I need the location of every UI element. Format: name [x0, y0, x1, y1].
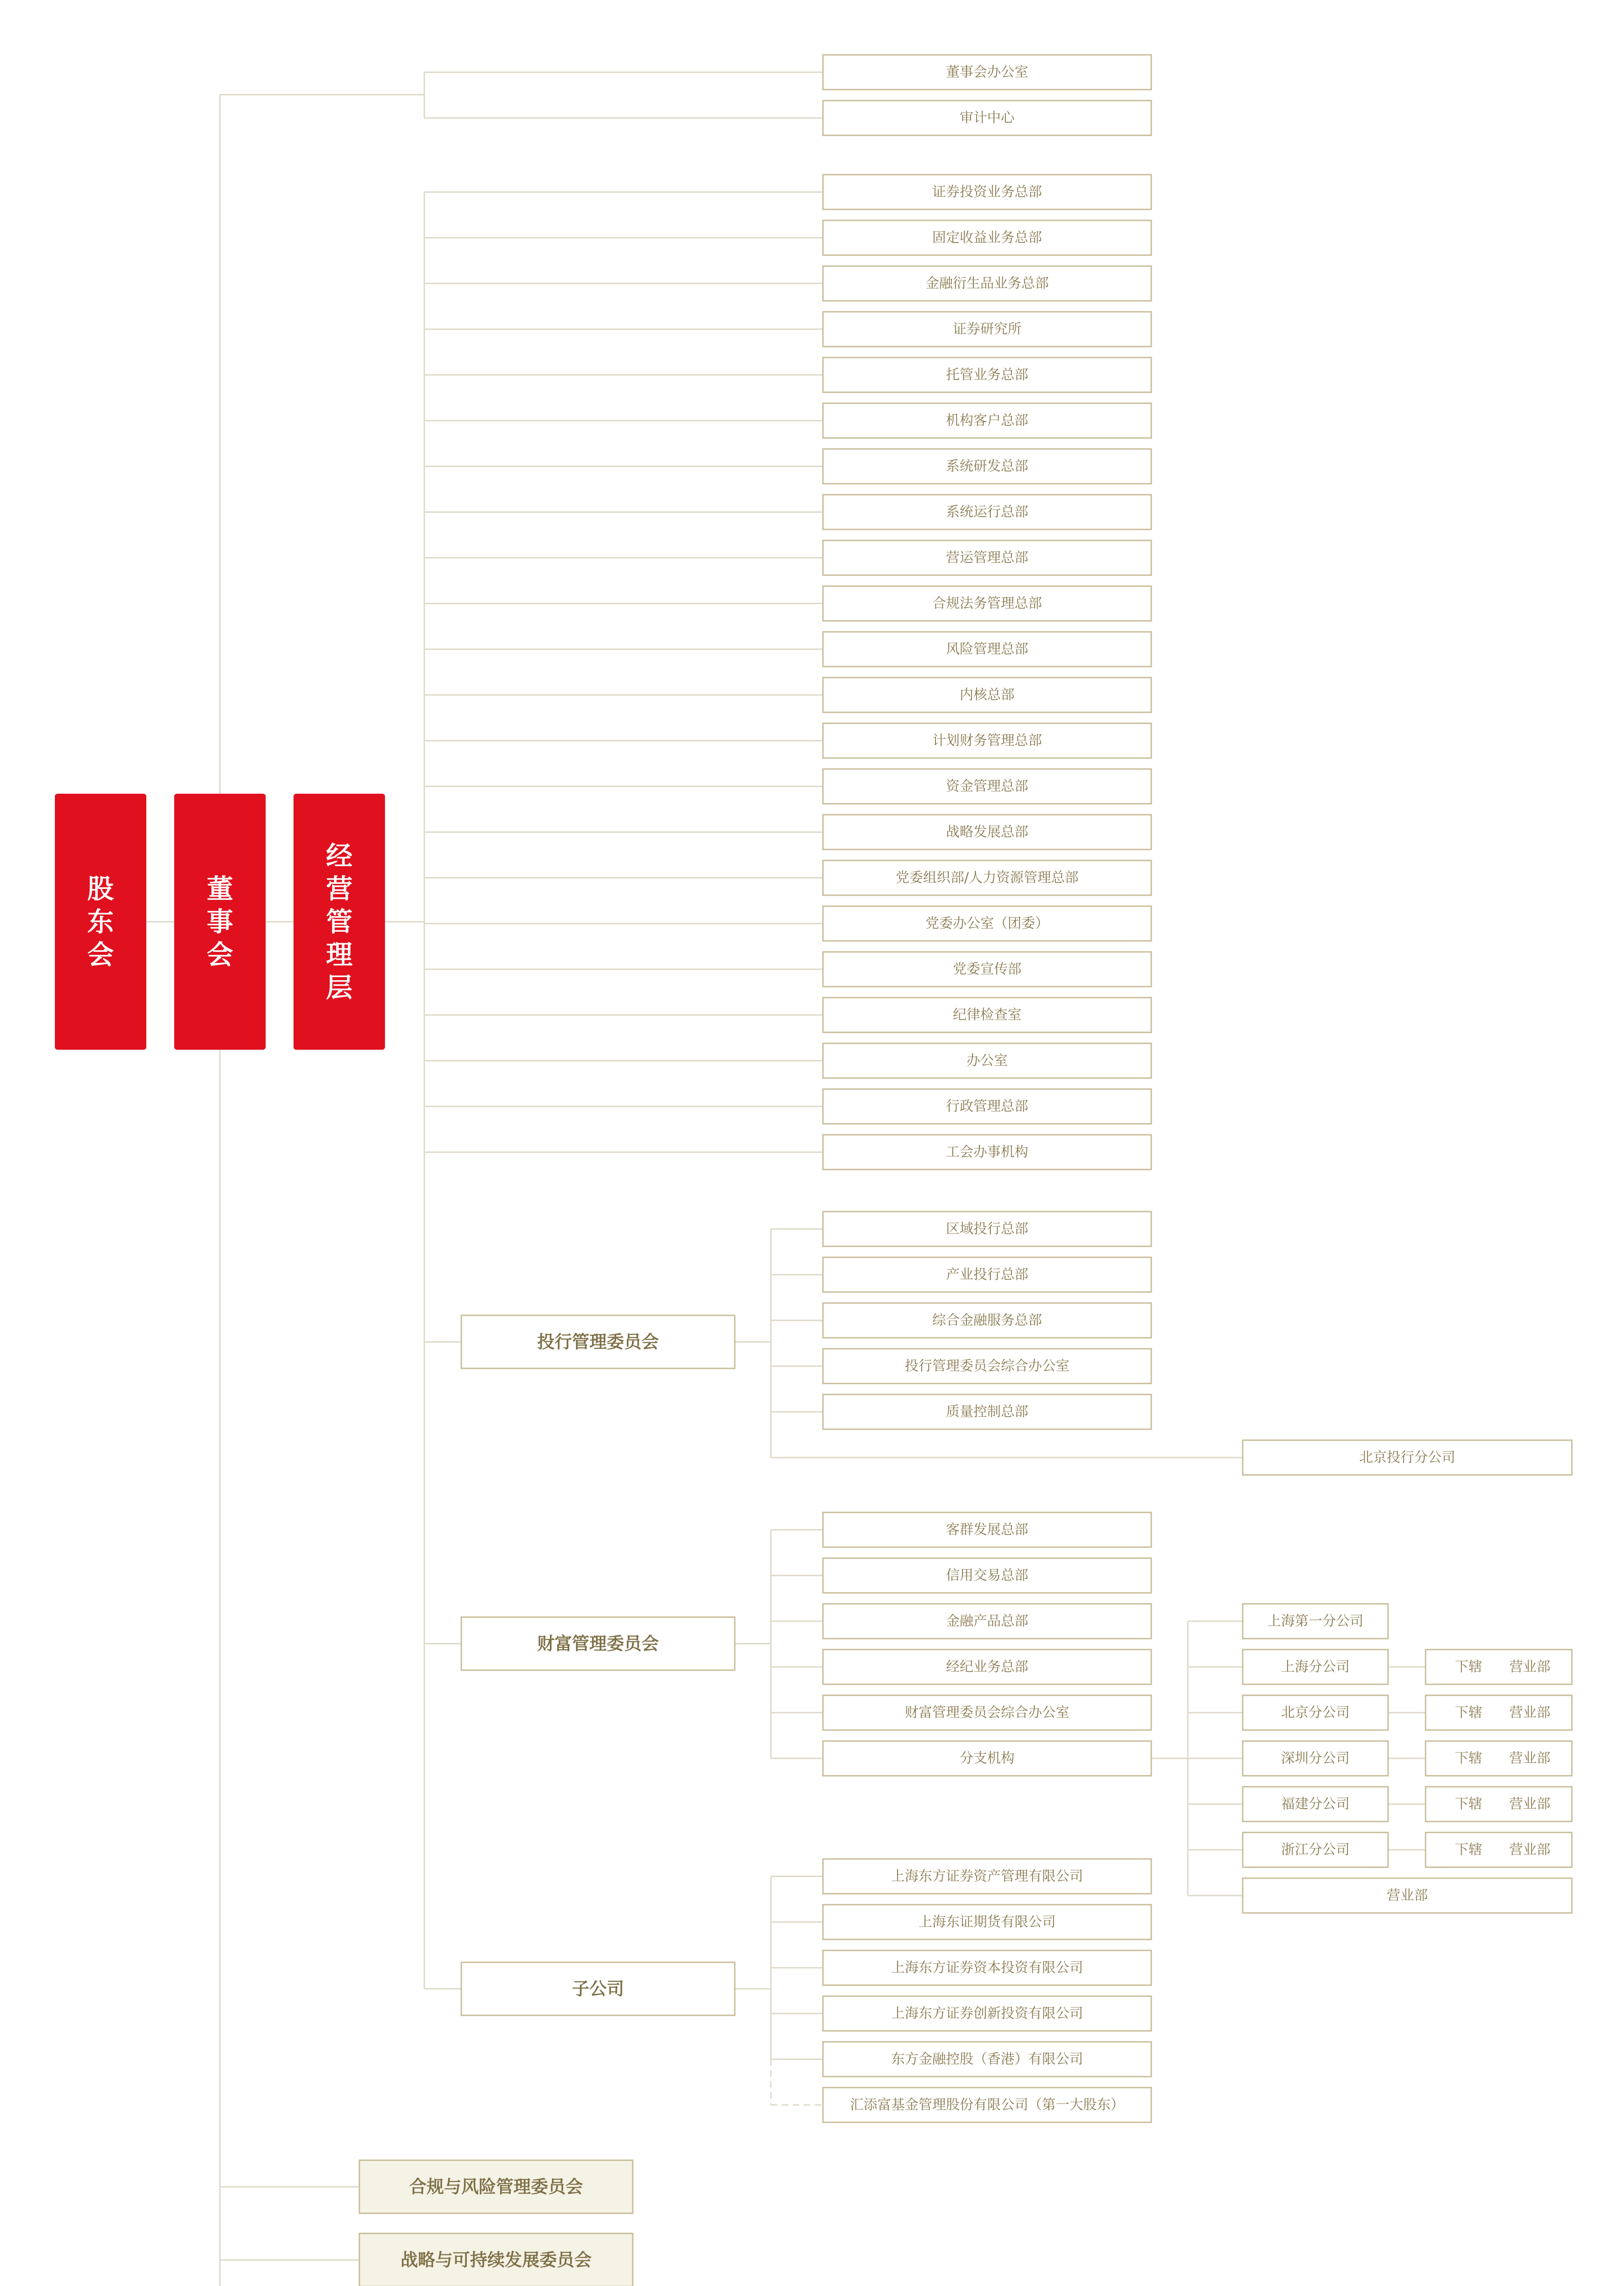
ib-committee-child-5 [823, 1394, 1151, 1429]
department-12-label: 内核总部 [960, 687, 1015, 703]
ib-committee-child-1-label: 区域投行总部 [946, 1221, 1028, 1237]
wealth-committee-child-3 [823, 1604, 1151, 1639]
department-7 [823, 449, 1151, 484]
branch-6-sub-offices [1426, 1832, 1572, 1867]
sub-offices-prefix: 下辖 [1455, 1704, 1482, 1721]
subsidiaries-child-2 [823, 1905, 1151, 1939]
wealth-committee-child-3-label: 金融产品总部 [946, 1613, 1028, 1629]
subsidiaries-child-3 [823, 1950, 1151, 1985]
branch-3-sub-offices [1426, 1695, 1572, 1730]
management-block-char: 经 [326, 840, 353, 871]
department-22 [823, 1135, 1151, 1170]
department-12 [823, 678, 1151, 712]
wealth-committee-child-4 [823, 1650, 1151, 1684]
department-11 [823, 632, 1151, 667]
board-office-2-label: 审计中心 [960, 110, 1015, 126]
branch-1-label: 上海第一分公司 [1267, 1613, 1363, 1629]
department-6-label: 机构客户总部 [946, 412, 1028, 429]
wealth-committee[interactable] [461, 1617, 735, 1670]
department-4-label: 证券研究所 [953, 321, 1021, 337]
wealth-committee-child-2 [823, 1558, 1151, 1593]
management-block-char: 营 [326, 873, 353, 904]
ib-committee[interactable] [461, 1315, 735, 1368]
management-block[interactable] [294, 794, 385, 1050]
department-3 [823, 266, 1151, 301]
branch-1 [1243, 1604, 1388, 1639]
sub-offices-suffix: 营业部 [1509, 1796, 1550, 1812]
branch-4 [1243, 1741, 1388, 1776]
subsidiaries-child-5 [823, 2042, 1151, 2077]
wealth-committee-child-5 [823, 1695, 1151, 1730]
department-5-label: 托管业务总部 [946, 367, 1028, 383]
department-14-label: 资金管理总部 [946, 778, 1028, 795]
org-nodes [55, 55, 1572, 2286]
department-21 [823, 1089, 1151, 1124]
branch-3-label: 北京分公司 [1281, 1704, 1350, 1721]
branch-4-sub-offices [1426, 1741, 1572, 1776]
department-8-label: 系统运行总部 [946, 504, 1028, 520]
sub-offices-prefix: 下辖 [1455, 1750, 1482, 1767]
subsidiaries-child-3-label: 上海东方证券资本投资有限公司 [891, 1960, 1083, 1976]
department-1-label: 证券投资业务总部 [932, 184, 1042, 200]
wealth-committee-label: 财富管理委员会 [537, 1634, 659, 1654]
department-15 [823, 815, 1151, 849]
wealth-committee-child-4-label: 经纪业务总部 [946, 1659, 1028, 1675]
sub-offices-prefix: 下辖 [1455, 1842, 1482, 1858]
department-2-label: 固定收益业务总部 [932, 230, 1042, 246]
ib-committee-child-3-label: 综合金融服务总部 [932, 1312, 1042, 1329]
department-18 [823, 952, 1151, 987]
connector-lines [146, 72, 1426, 2286]
branch-5-label: 福建分公司 [1281, 1796, 1350, 1812]
board-office-2 [823, 101, 1151, 135]
branch-5-sub-offices [1426, 1787, 1572, 1821]
department-6 [823, 403, 1151, 438]
subsidiaries-child-6-label: 汇添富基金管理股份有限公司（第一大股东） [850, 2097, 1124, 2113]
ib-committee-label: 投行管理委员会 [537, 1332, 659, 1352]
subsidiaries-child-6 [823, 2088, 1151, 2122]
department-16-label: 党委组织部/人力资源管理总部 [895, 870, 1079, 886]
branch-7 [1243, 1878, 1572, 1913]
ib-committee-child-5-label: 质量控制总部 [946, 1404, 1028, 1420]
department-20-label: 办公室 [967, 1052, 1008, 1069]
branch-2 [1243, 1650, 1388, 1684]
subsidiaries-child-1 [823, 1859, 1151, 1894]
ib-beijing-branch-label: 北京投行分公司 [1359, 1449, 1455, 1466]
ib-beijing-branch [1243, 1440, 1572, 1475]
department-20 [823, 1043, 1151, 1078]
subsidiaries-child-2-label: 上海东证期货有限公司 [919, 1914, 1056, 1930]
department-21-label: 行政管理总部 [946, 1098, 1028, 1115]
department-5 [823, 358, 1151, 392]
sub-offices-prefix: 下辖 [1455, 1659, 1482, 1675]
department-14 [823, 769, 1151, 804]
department-19 [823, 998, 1151, 1032]
board-committee-1[interactable] [359, 2160, 633, 2213]
department-17-label: 党委办公室（团委） [925, 915, 1049, 932]
subsidiaries-child-4-label: 上海东方证券创新投资有限公司 [891, 2005, 1083, 2022]
department-22-label: 工会办事机构 [946, 1144, 1028, 1160]
wealth-committee-child-1-label: 客群发展总部 [946, 1522, 1028, 1538]
board-block-char: 会 [206, 939, 234, 970]
sub-offices-suffix: 营业部 [1509, 1750, 1550, 1767]
shareholders-block-char: 股 [87, 873, 114, 904]
ib-committee-child-3 [823, 1303, 1151, 1338]
management-block-char: 管 [326, 906, 353, 937]
department-9-label: 营运管理总部 [946, 550, 1028, 566]
branch-5 [1243, 1787, 1388, 1821]
sub-offices-suffix: 营业部 [1509, 1704, 1550, 1721]
department-7-label: 系统研发总部 [946, 458, 1028, 475]
board-committee-2-label: 战略与可持续发展委员会 [400, 2250, 592, 2270]
branch-7-label: 营业部 [1387, 1887, 1428, 1904]
board-office-1 [823, 55, 1151, 90]
department-8 [823, 495, 1151, 529]
wealth-committee-child-5-label: 财富管理委员会综合办公室 [905, 1704, 1069, 1721]
branch-2-label: 上海分公司 [1281, 1659, 1350, 1675]
subsidiaries-child-1-label: 上海东方证券资产管理有限公司 [891, 1868, 1083, 1885]
shareholders-block-char: 会 [87, 939, 114, 970]
subsidiaries-child-4 [823, 1996, 1151, 2031]
department-11-label: 风险管理总部 [946, 641, 1028, 657]
subsidiaries[interactable] [461, 1962, 735, 2015]
board-committee-1-label: 合规与风险管理委员会 [409, 2177, 583, 2197]
board-office-1-label: 董事会办公室 [946, 64, 1028, 80]
department-10 [823, 586, 1151, 621]
department-1 [823, 175, 1151, 209]
department-18-label: 党委宣传部 [953, 961, 1021, 977]
wealth-committee-child-6-label: 分支机构 [960, 1750, 1015, 1767]
subsidiaries-label: 子公司 [572, 1979, 625, 1999]
department-15-label: 战略发展总部 [946, 824, 1028, 840]
subsidiaries-child-5-label: 东方金融控股（香港）有限公司 [891, 2051, 1083, 2067]
board-block[interactable] [174, 794, 266, 1050]
board-block-char: 董 [206, 873, 234, 904]
shareholders-block-char: 东 [87, 906, 114, 937]
ib-committee-child-4-label: 投行管理委员会综合办公室 [905, 1358, 1069, 1374]
department-13-label: 计划财务管理总部 [932, 732, 1042, 749]
ib-committee-child-4 [823, 1349, 1151, 1383]
wealth-committee-child-6 [823, 1741, 1151, 1776]
branch-6-label: 浙江分公司 [1281, 1842, 1350, 1858]
department-16 [823, 860, 1151, 895]
department-2 [823, 220, 1151, 255]
department-9 [823, 540, 1151, 575]
board-block-char: 事 [206, 906, 234, 937]
department-4 [823, 312, 1151, 347]
sub-offices-suffix: 营业部 [1509, 1659, 1550, 1675]
branch-3 [1243, 1695, 1388, 1730]
branch-6 [1243, 1832, 1388, 1867]
ib-committee-child-2 [823, 1257, 1151, 1292]
wealth-committee-child-2-label: 信用交易总部 [946, 1567, 1028, 1584]
department-13 [823, 723, 1151, 758]
branch-4-label: 深圳分公司 [1281, 1750, 1350, 1767]
ib-committee-child-2-label: 产业投行总部 [946, 1266, 1028, 1283]
department-3-label: 金融衍生品业务总部 [925, 275, 1049, 292]
management-block-char: 层 [326, 972, 353, 1003]
sub-offices-prefix: 下辖 [1455, 1796, 1482, 1812]
wealth-committee-child-1 [823, 1512, 1151, 1547]
sub-offices-suffix: 营业部 [1509, 1842, 1550, 1858]
board-committee-2[interactable] [359, 2233, 633, 2286]
branch-2-sub-offices [1426, 1650, 1572, 1684]
department-19-label: 纪律检查室 [953, 1007, 1021, 1023]
shareholders-block[interactable] [55, 794, 146, 1050]
management-block-char: 理 [326, 939, 353, 970]
department-10-label: 合规法务管理总部 [932, 595, 1042, 612]
department-17 [823, 906, 1151, 941]
ib-committee-child-1 [823, 1212, 1151, 1246]
